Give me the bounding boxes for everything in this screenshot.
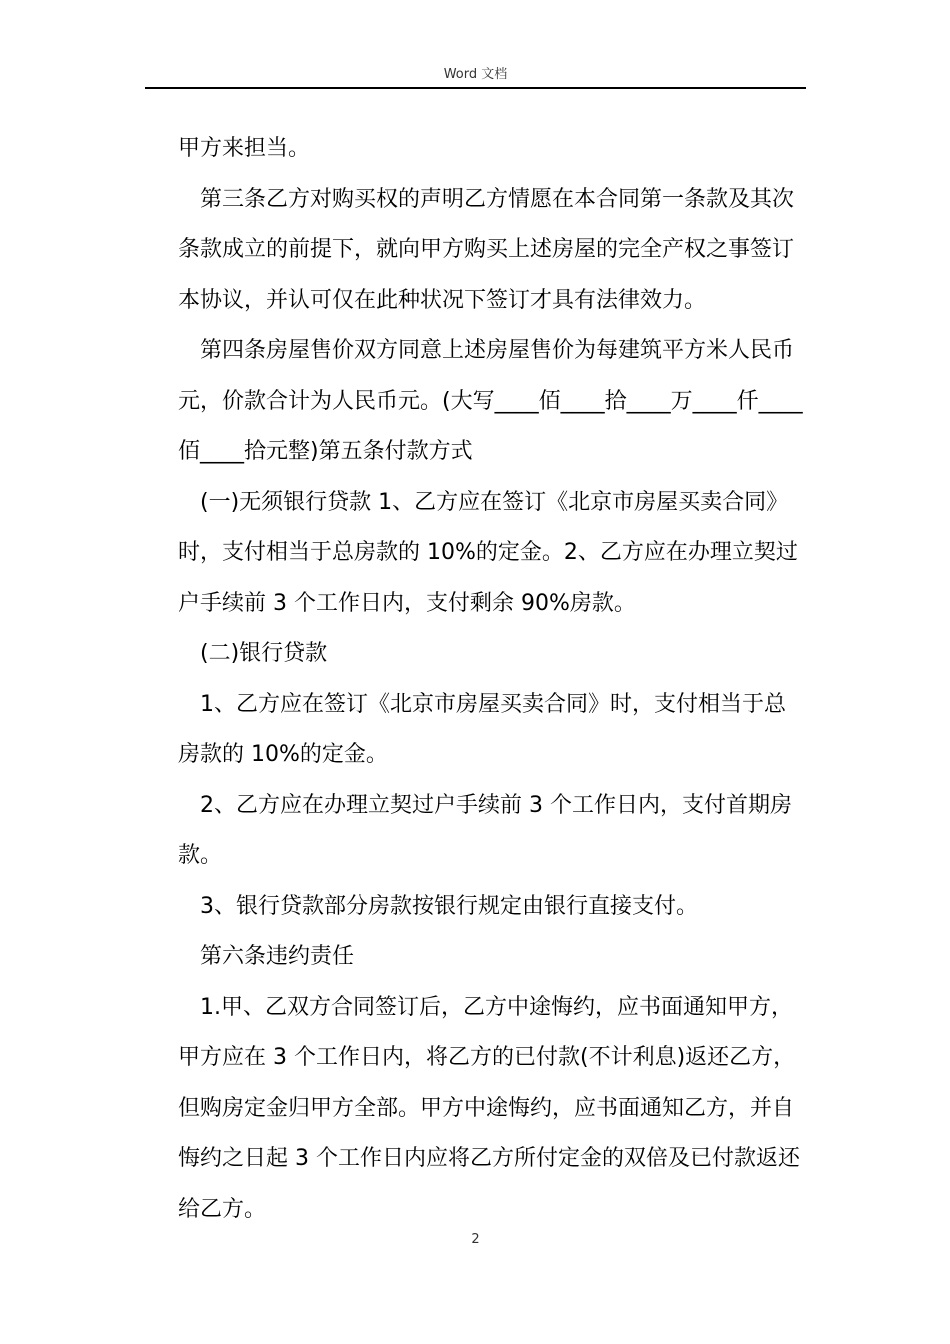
paragraph-loan-item-3: 3、银行贷款部分房款按银行规定由银行直接支付。 — [200, 893, 698, 919]
page-header: Word 文档 — [443, 67, 508, 82]
page-number: 2 — [471, 1232, 480, 1247]
paragraph-article-4: 第四条房屋售价双方同意上述房屋售价为每建筑平方米人民币元，价款合计为人民币元。(大写____佰____拾____万____仟____佰____拾元整)第五条付款方式 — [178, 338, 803, 464]
paragraph-breach-item-1: 1.甲、乙双方合同签订后，乙方中途悔约，应书面通知甲方，甲方应在 3 个工作日内，将乙方的已付款(不计利息)返还乙方，但购房定金归甲方全部。甲方中途悔约，应书面通知乙方，并自悔约之日起 3 个工作日内应将乙方所付定金的双倍及已付款返还给乙方。 — [178, 994, 800, 1222]
paragraph-bank-loan-heading: (二)银行贷款 — [200, 641, 328, 666]
paragraph-no-loan: (一)无须银行贷款 1、乙方应在签订《北京市房屋买卖合同》时，支付相当于总房款的 10%的定金。2、乙方应在办理立契过户手续前 3 个工作日内，支付剩余 90%房款。 — [178, 489, 798, 616]
paragraph-article-3: 第三条乙方对购买权的声明乙方情愿在本合同第一条款及其次条款成立的前提下，就向甲方购买上述房屋的完全产权之事签订本协议，并认可仅在此种状况下签订才具有法律效力。 — [178, 186, 795, 313]
paragraph-loan-item-2: 2、乙方应在办理立契过户手续前 3 个工作日内，支付首期房款。 — [178, 792, 792, 868]
document-body — [178, 124, 804, 1235]
paragraph-article-6-heading: 第六条违约责任 — [200, 944, 355, 969]
paragraph-1: 甲方来担当。 — [178, 136, 311, 161]
paragraph-loan-item-1: 1、乙方应在签订《北京市房屋买卖合同》时，支付相当于总房款的 10%的定金。 — [178, 691, 786, 767]
header-divider — [145, 87, 806, 89]
